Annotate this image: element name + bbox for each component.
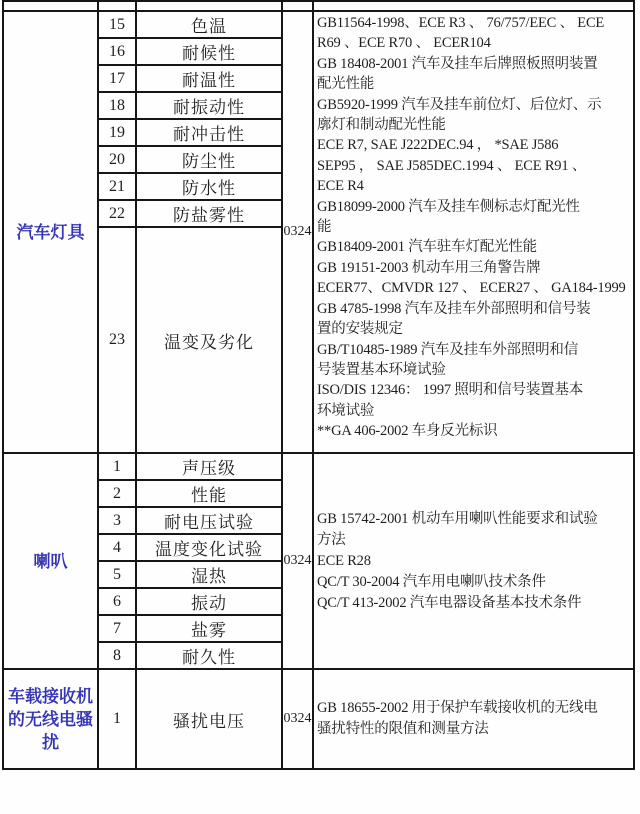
standards-cell	[313, 453, 634, 669]
column-divider	[135, 2, 137, 10]
test-item-cell: 温变及劣化	[136, 227, 282, 453]
test-item-cell: 色温	[136, 11, 282, 38]
code-cell: 0324	[282, 453, 313, 669]
standard-line: GB 19151-2003 机动车用三角警告牌	[317, 259, 541, 276]
standard-line: 配光性能	[317, 76, 375, 93]
item-number-cell: 1	[98, 669, 136, 769]
table-section-3	[2, 668, 635, 770]
standards-cell	[313, 669, 634, 769]
standard-line: GB 18655-2002 用于保护车载接收机的无线电	[317, 700, 598, 716]
table-section-1	[2, 10, 635, 454]
test-item-cell: 声压级	[136, 453, 282, 480]
standard-line: **GA 406-2002 车身反光标识	[317, 423, 498, 440]
standard-line: ISO/DIS 12346： 1997 照明和信号装置基本	[317, 382, 584, 399]
standard-line: 能	[317, 219, 332, 236]
standard-line: 置的安装规定	[317, 321, 403, 338]
test-item-cell: 温度变化试验	[136, 534, 282, 561]
standard-line: ECE R28	[317, 552, 371, 569]
standard-line: GB/T10485-1989 汽车及挂车外部照明和信	[317, 341, 579, 358]
table-top-strip	[2, 0, 635, 10]
item-number-cell: 1	[98, 453, 136, 480]
item-number-cell: 6	[98, 588, 136, 615]
item-number-cell: 4	[98, 534, 136, 561]
standard-line: GB18409-2001 汽车驻车灯配光性能	[317, 239, 537, 256]
item-number-cell: 17	[98, 65, 136, 92]
standard-line: 方法	[317, 531, 346, 548]
table-sections	[2, 10, 635, 770]
standard-line: QC/T 30-2004 汽车用电喇叭技术条件	[317, 573, 546, 590]
standard-line: GB5920-1999 汽车及挂车前位灯、后位灯、示	[317, 96, 602, 113]
category-cell: 汽车灯具	[3, 11, 98, 453]
item-number-cell: 18	[98, 92, 136, 119]
table-section-2	[2, 452, 635, 670]
item-number-cell: 3	[98, 507, 136, 534]
standards-cell	[313, 11, 634, 453]
table-row	[3, 11, 634, 38]
test-item-cell: 骚扰电压	[136, 669, 282, 769]
standard-line: ECE R7, SAE J222DEC.94 ， *SAE J586	[317, 137, 559, 154]
code-cell: 0324	[282, 11, 313, 453]
table-row	[3, 669, 634, 769]
item-number-cell: 20	[98, 146, 136, 173]
item-number-cell: 23	[98, 227, 136, 453]
standard-line: 环境试验	[317, 402, 375, 419]
standard-line: GB 18408-2001 汽车及挂车后牌照板照明装置	[317, 55, 598, 72]
test-item-cell: 耐久性	[136, 642, 282, 669]
standard-line: 号装置基本环境试验	[317, 361, 446, 378]
item-number-cell: 5	[98, 561, 136, 588]
test-item-cell: 湿热	[136, 561, 282, 588]
category-cell: 喇叭	[3, 453, 98, 669]
standard-line: GB 15742-2001 机动车用喇叭性能要求和试验	[317, 510, 598, 527]
standard-line: GB11564-1998、ECE R3 、 76/757/EEC 、 ECE	[317, 15, 605, 31]
column-divider	[281, 2, 283, 10]
test-item-cell: 防尘性	[136, 146, 282, 173]
table-row	[3, 453, 634, 480]
standard-line: 廓灯和制动配光性能	[317, 117, 446, 134]
test-item-cell: 防水性	[136, 173, 282, 200]
standard-line: GB18099-2000 汽车及挂车侧标志灯配光性	[317, 198, 580, 215]
test-item-cell: 振动	[136, 588, 282, 615]
standard-line: SEP95 ， SAE J585DEC.1994 、 ECE R91 、	[317, 157, 587, 174]
item-number-cell: 8	[98, 642, 136, 669]
item-number-cell: 19	[98, 119, 136, 146]
item-number-cell: 16	[98, 38, 136, 65]
item-number-cell: 21	[98, 173, 136, 200]
column-divider	[97, 2, 99, 10]
test-item-cell: 耐电压试验	[136, 507, 282, 534]
column-divider	[312, 2, 314, 10]
standard-line: ECE R4	[317, 178, 364, 195]
test-item-cell: 耐振动性	[136, 92, 282, 119]
item-number-cell: 7	[98, 615, 136, 642]
standard-line: R69 、ECE R70 、 ECER104	[317, 35, 491, 52]
test-item-cell: 耐候性	[136, 38, 282, 65]
standard-line: QC/T 413-2002 汽车电器设备基本技术条件	[317, 594, 582, 611]
item-number-cell: 22	[98, 200, 136, 227]
standard-line: ECER77、CMVDR 127 、 ECER27 、 GA184-1999	[317, 280, 626, 297]
standard-line: 骚扰特性的限值和测量方法	[317, 721, 489, 737]
test-item-cell: 耐温性	[136, 65, 282, 92]
category-cell: 车载接收机的无线电骚扰	[3, 669, 98, 769]
test-items-table	[2, 0, 635, 770]
test-item-cell: 盐雾	[136, 615, 282, 642]
item-number-cell: 15	[98, 11, 136, 38]
test-item-cell: 性能	[136, 480, 282, 507]
code-cell: 0324	[282, 669, 313, 769]
standard-line: GB 4785-1998 汽车及挂车外部照明和信号装	[317, 300, 591, 317]
test-item-cell: 防盐雾性	[136, 200, 282, 227]
item-number-cell: 2	[98, 480, 136, 507]
test-item-cell: 耐冲击性	[136, 119, 282, 146]
